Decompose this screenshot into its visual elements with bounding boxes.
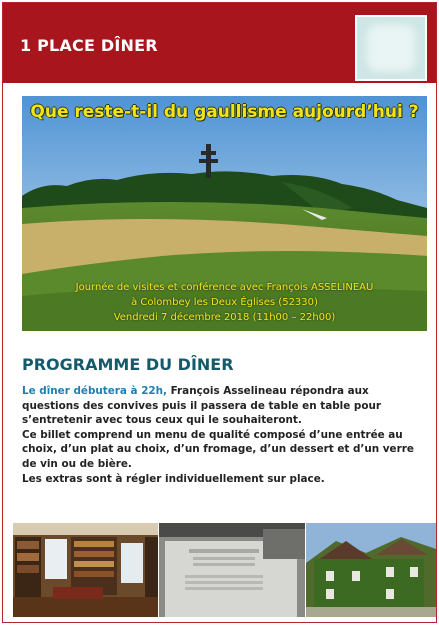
program-line: choix, d’un plat au choix, d’un fromage, d’un dessert et d’un verre [22, 443, 414, 456]
program-line: s’entretenir avec tous ceux qui le souhaiteront. [22, 414, 302, 427]
tomb-slab-photo [159, 523, 305, 617]
program-line: François Asselineau répondra aux [170, 385, 369, 397]
program-line: Les extras sont à régler individuellement sur place. [22, 472, 325, 485]
hero-caption-line: à Colombey les Deux Églises (52330) [131, 297, 318, 308]
ivy-house-photo [306, 523, 436, 617]
hero-poster-image [22, 96, 427, 331]
program-title: PROGRAMME DU DÎNER [22, 355, 234, 374]
library-room-photo [13, 523, 158, 617]
program-line: de vin ou de bière. [22, 457, 132, 470]
ticket-thumbnail-image [355, 15, 427, 81]
program-line: Ce billet comprend un menu de qualité composé d’une entrée au [22, 428, 403, 441]
program-line: questions des convives puis il passera de table en table pour [22, 399, 381, 412]
hero-caption-line: Vendredi 7 décembre 2018 (11h00 – 22h00) [113, 312, 336, 323]
photo-strip [13, 523, 436, 617]
hero-caption-line: Journée de visites et conférence avec François ASSELINEAU [75, 282, 374, 293]
program-start-time: Le dîner débutera à 22h, [22, 385, 167, 397]
header-bar [3, 3, 436, 83]
event-ticket-card [2, 2, 437, 623]
program-description [22, 384, 427, 486]
ticket-title: 1 PLACE DÎNER [20, 36, 158, 55]
hero-title: Que reste-t-il du gaullisme aujourd’hui ? [30, 102, 419, 122]
hero-caption [22, 280, 427, 325]
